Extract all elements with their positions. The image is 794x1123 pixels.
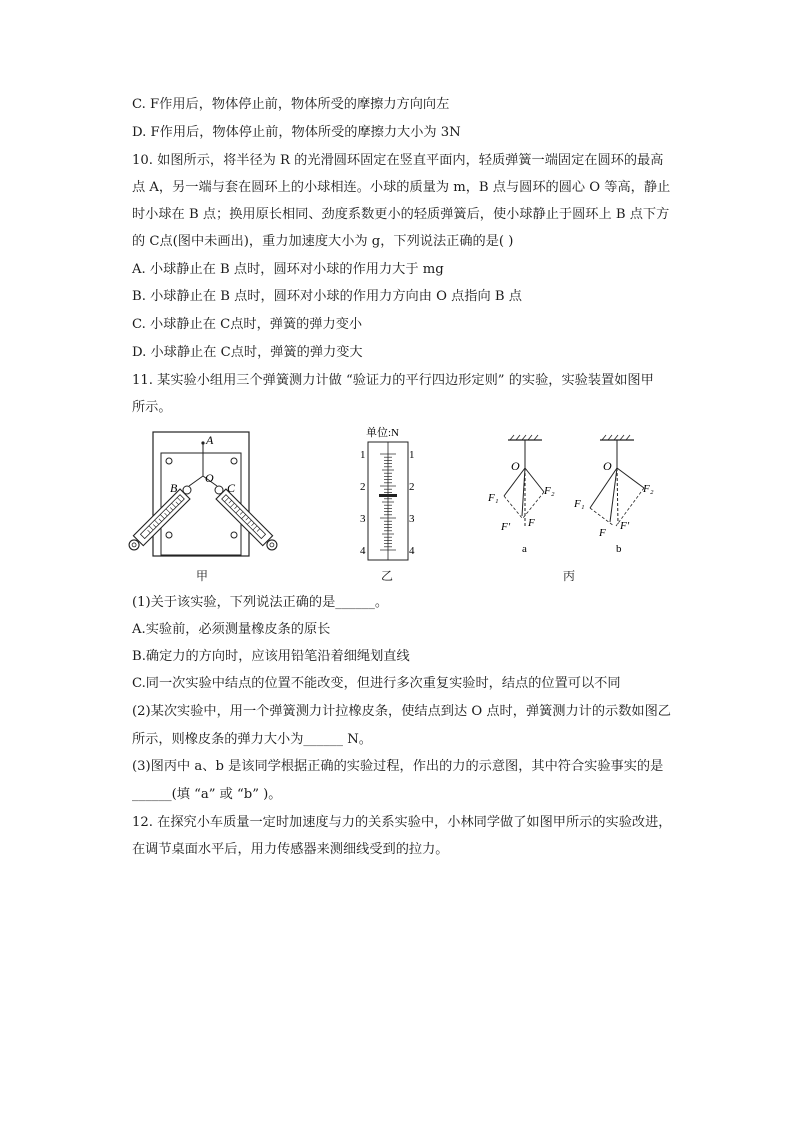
figure-yi xyxy=(356,424,420,564)
tick-left-1: 1 xyxy=(360,449,366,461)
b-F: F xyxy=(599,527,606,539)
diagram-b xyxy=(573,435,654,555)
question-11-line-2: 所示。 xyxy=(132,400,172,415)
a-O: O xyxy=(511,459,520,473)
q11-part-1: (1)关于该实验，下列说法正确的是______。 xyxy=(132,595,389,610)
b-O: O xyxy=(603,459,612,473)
q11-option-b: B.确定力的方向时，应该用铅笔沿着细绳划直线 xyxy=(132,649,410,664)
diagram-a xyxy=(487,435,555,555)
label-B: B xyxy=(170,481,178,495)
q11-option-a: A.实验前，必须测量橡皮条的原长 xyxy=(132,622,331,637)
question-10-line-3: 时小球在 B 点；换用原长相同、劲度系数更小的轻质弹簧后，使小球静止于圆环上 B 点下方 xyxy=(132,207,670,222)
tick-right-1: 1 xyxy=(409,449,415,461)
figure-bing xyxy=(486,434,666,564)
option-c-q10: C. 小球静止在 C点时，弹簧的弹力变小 xyxy=(132,317,363,332)
option-a-q10: A. 小球静止在 B 点时，圆环对小球的作用力大于 mg xyxy=(132,262,444,277)
question-10-line-2: 点 A，另一端与套在圆环上的小球相连。小球的质量为 m，B 点与圆环的圆心 O 等高，静止 xyxy=(132,180,671,195)
question-12-line-2: 在调节桌面水平后，用力传感器来测细线受到的拉力。 xyxy=(132,842,449,857)
tick-right-4: 4 xyxy=(409,545,415,557)
caption-yi: 乙 xyxy=(381,569,394,583)
question-10-line-1: 10. 如图所示，将半径为 R 的光滑圆环固定在竖直平面内，轻质弹簧一端固定在圆环的最高 xyxy=(132,153,664,168)
a-Fp: F′ xyxy=(501,521,511,533)
option-d-q9: D. F作用后，物体停止前，物体所受的摩擦力大小为 3N xyxy=(132,125,461,140)
b-F2: F₂ xyxy=(643,483,654,495)
q11-part-2-line-2: 所示，则橡皮条的弹力大小为______ N。 xyxy=(132,732,372,747)
option-b-q10: B. 小球静止在 B 点时，圆环对小球的作用力方向由 O 点指向 B 点 xyxy=(132,289,522,304)
option-c-q9: C. F作用后，物体停止前，物体所受的摩擦力方向向左 xyxy=(132,97,450,112)
a-F: F xyxy=(528,517,535,529)
tick-left-2: 2 xyxy=(360,481,366,493)
label-C: C xyxy=(227,481,236,495)
q11-option-c: C.同一次实验中结点的位置不能改变，但进行多次重复实验时，结点的位置可以不同 xyxy=(132,676,621,691)
q11-part-3-line-2: ______(填 “a” 或 “b” )。 xyxy=(132,787,282,802)
unit-label: 单位:N xyxy=(366,427,399,439)
tick-left-4: 4 xyxy=(360,545,366,557)
b-Fp: F′ xyxy=(620,520,630,532)
caption-bing: 丙 xyxy=(563,569,576,583)
question-10-line-4: 的 C点(图中未画出)，重力加速度大小为 g，下列说法正确的是( ) xyxy=(132,234,514,249)
option-d-q10: D. 小球静止在 C点时，弹簧的弹力变大 xyxy=(132,345,363,360)
b-sub: b xyxy=(616,543,622,555)
a-F1: F₁ xyxy=(488,492,499,504)
a-sub: a xyxy=(522,543,527,555)
b-F1: F₁ xyxy=(574,498,585,510)
tick-right-3: 3 xyxy=(409,513,415,525)
tick-right-2: 2 xyxy=(409,481,415,493)
a-F2: F₂ xyxy=(544,485,555,497)
q11-part-2-line-1: (2)某次实验中，用一个弹簧测力计拉橡皮条，使结点到达 O 点时，弹簧测力计的示数如图乙 xyxy=(132,704,671,719)
label-A: A xyxy=(206,433,214,447)
tick-left-3: 3 xyxy=(360,513,366,525)
caption-jia: 甲 xyxy=(196,569,209,583)
figure-jia xyxy=(128,428,288,566)
question-11-line-1: 11. 某实验小组用三个弹簧测力计做 “验证力的平行四边形定则” 的实验，实验装置如图甲 xyxy=(132,373,654,388)
q11-part-3-line-1: (3)图丙中 a、b 是该同学根据正确的实验过程，作出的力的示意图，其中符合实验事实的是 xyxy=(132,759,664,774)
label-O: O xyxy=(205,471,214,485)
question-12-line-1: 12. 在探究小车质量一定时加速度与力的关系实验中，小林同学做了如图甲所示的实验改进， xyxy=(132,815,672,830)
